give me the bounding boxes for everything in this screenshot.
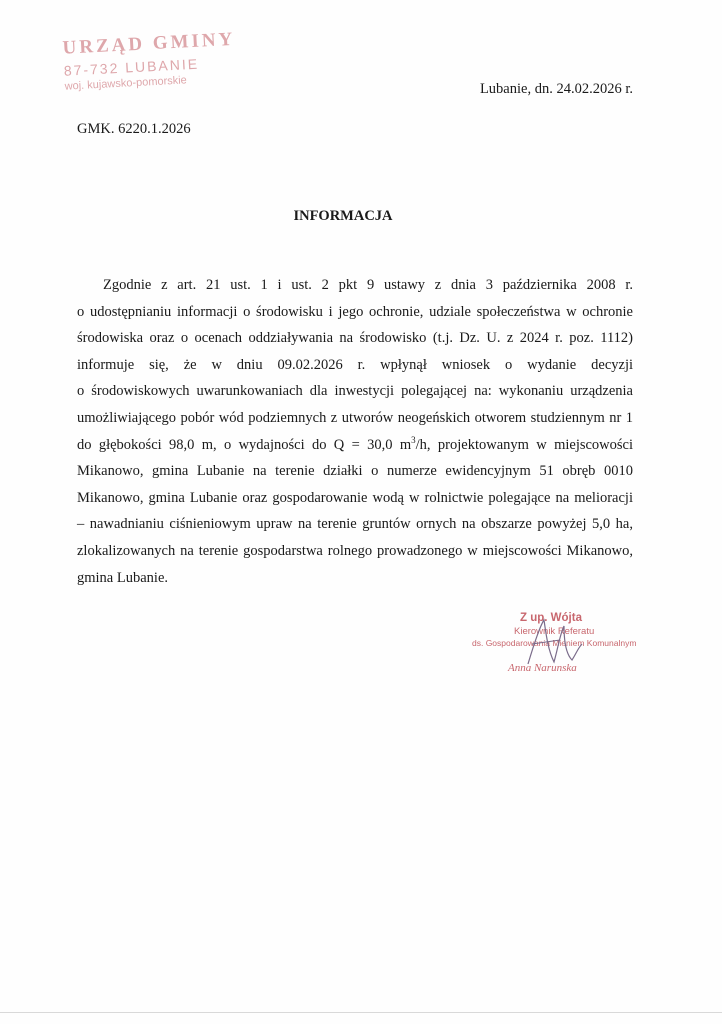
- stamp-line-2: 87-732 LUBANIE: [63, 55, 200, 79]
- body-line: Mikanowo, gmina Lubanie oraz gospodarowanie wodą w rolnictwie polegające na melioracji: [77, 489, 633, 506]
- body-line: gmina Lubanie.: [77, 569, 169, 586]
- signature-line-2: Kierownik Referatu: [514, 626, 595, 637]
- signature-name: Anna Narunska: [508, 662, 577, 674]
- body-paragraph: [77, 272, 633, 591]
- body-line: Zgodnie z art. 21 ust. 1 i ust. 2 pkt 9 ustawy z dnia 3 października 2008 r.: [103, 277, 633, 293]
- body-line: środowiska oraz o ocenach oddziaływania na środowisko (t.j. Dz. U. z 2024 r. poz. 1112): [77, 330, 633, 347]
- signature-stamp: [470, 612, 645, 682]
- stamp-line-1: URZĄD GMINY: [62, 28, 236, 59]
- document-title: INFORMACJA: [293, 208, 393, 224]
- body-line: o środowiskowych uwarunkowaniach dla inwestycji polegającej na: wykonaniu urządzenia: [77, 383, 633, 400]
- body-line-part: do głębokości 98,0 m, o wydajności do Q = 30,0 m: [77, 436, 412, 453]
- body-line: zlokalizowanych na terenie gospodarstwa rolnego prowadzonego w miejscowości Mikanowo,: [77, 542, 633, 559]
- body-line: informuje się, że w dniu 09.02.2026 r. wpłynął wniosek o wydanie decyzji: [77, 356, 633, 373]
- stamp-line-3: woj. kujawsko-pomorskie: [64, 74, 188, 93]
- office-stamp: [58, 26, 246, 98]
- superscript: 3: [411, 434, 416, 445]
- body-line: Mikanowo, gmina Lubanie na terenie działki o numerze ewidencyjnym 51 obręb 0010: [77, 463, 633, 480]
- body-line: o udostępnianiu informacji o środowisku i jego ochronie, udziale społeczeństwa w ochronie: [77, 303, 633, 320]
- reference-number: GMK. 6220.1.2026: [77, 121, 191, 137]
- body-line: – nawadnianiu ciśnieniowym upraw na terenie gruntów ornych na obszarze powyżej 5,0 ha,: [77, 516, 633, 533]
- page-bottom-edge: [0, 1012, 722, 1013]
- body-line: umożliwiającego pobór wód podziemnych z utworów neogeńskich otworem studziennym nr 1: [77, 409, 633, 426]
- place-and-date: Lubanie, dn. 24.02.2026 r.: [479, 81, 633, 97]
- body-line: [77, 432, 633, 459]
- signature-line-1: Z up. Wójta: [520, 612, 582, 624]
- handwritten-signature-icon: [520, 614, 590, 674]
- body-line-part: /h, projektowanym w miejscowości: [415, 436, 634, 453]
- signature-line-3: ds. Gospodarowania Mieniem Komunalnym: [472, 638, 637, 648]
